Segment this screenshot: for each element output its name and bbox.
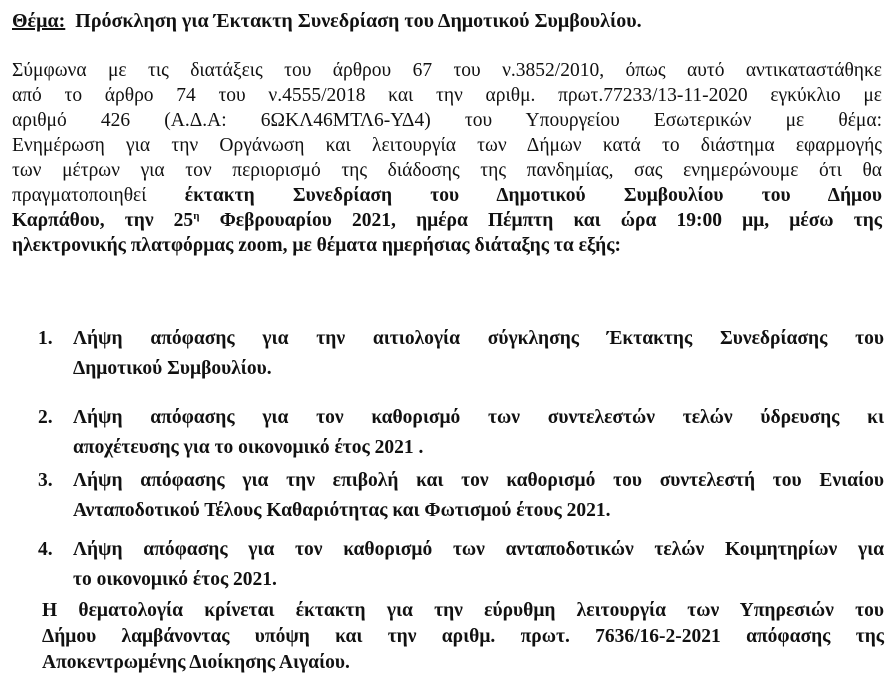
intro-line: των μέτρων για τον περιορισμό της διάδοσης της πανδημίας, σας ενημερώνουμε ότι θα — [12, 160, 882, 181]
intro-line: αριθμό 426 (Α.Δ.Α: 6ΩΚΛ46ΜΤΛ6-ΥΔ4) του Υπουργείου Εσωτερικών με θέμα: — [12, 110, 882, 131]
meeting-date-part: Καρπάθου, την 25 — [12, 210, 194, 231]
subject-heading — [12, 10, 642, 33]
closing-line: Η θεματολογία κρίνεται έκτακτη για την εύρυθμη λειτουργία των Υπηρεσιών του — [42, 600, 884, 621]
agenda-item — [38, 466, 884, 526]
ordinal-suffix: η — [193, 210, 200, 222]
agenda-item-line: Λήψη απόφασης για τον καθορισμό των συντελεστών τελών ύδρευσης κι — [73, 407, 884, 428]
agenda-item-line: Λήψη απόφασης για την επιβολή και τον καθορισμό του συντελεστή του Ενιαίου — [73, 470, 884, 491]
intro-line — [12, 233, 882, 258]
agenda-item — [38, 403, 884, 463]
intro-line: Σύμφωνα με τις διατάξεις του άρθρου 67 του ν.3852/2010, όπως αυτό αντικαταστάθηκε — [12, 60, 882, 81]
agenda-item-line: Λήψη απόφασης για την αιτιολογία σύγκλησης Έκτακτης Συνεδρίασης του — [73, 328, 884, 349]
subject-label: Θέμα: — [12, 10, 66, 32]
agenda-item-number: 1. — [38, 328, 53, 349]
intro-line — [12, 183, 882, 208]
agenda-item-line: Λήψη απόφασης για τον καθορισμό των ανταποδοτικών τελών Κοιμητηρίων για — [73, 539, 884, 560]
agenda-item-line: το οικονομικό έτος 2021. — [73, 569, 277, 590]
agenda-item-number: 2. — [38, 407, 53, 428]
intro-paragraph — [12, 58, 882, 258]
intro-text: πραγματοποιηθεί — [12, 185, 185, 206]
intro-line: από το άρθρο 74 του ν.4555/2018 και την αριθμ. πρωτ.77233/13-11-2020 εγκύκλιο με — [12, 85, 882, 106]
agenda-item-line: Δημοτικού Συμβουλίου. — [73, 358, 272, 379]
meeting-time: Φεβρουαρίου 2021, ημέρα Πέμπτη και ώρα 19:00 μμ, μέσω της — [199, 210, 882, 231]
meeting-platform: ηλεκτρονικής πλατφόρμας zoom, με θέματα ημερήσιας διάταξης τα εξής: — [12, 235, 621, 256]
agenda-item-number: 3. — [38, 470, 53, 491]
closing-line: Αποκεντρωμένης Διοίκησης Αιγαίου. — [42, 652, 350, 673]
agenda-item-line: Ανταποδοτικού Τέλους Καθαριότητας και Φωτισμού έτους 2021. — [73, 500, 611, 521]
subject-text: Πρόσκληση για Έκτακτη Συνεδρίαση του Δημοτικού Συμβουλίου. — [75, 10, 642, 32]
closing-paragraph — [42, 598, 884, 676]
agenda-item — [38, 324, 884, 384]
agenda-item — [38, 535, 884, 595]
agenda-item-line: αποχέτευσης για το οικονομικό έτος 2021 . — [73, 437, 424, 458]
intro-line: Ενημέρωση για την Οργάνωση και λειτουργία των Δήμων κατά το διάστημα εφαρμογής — [12, 135, 882, 156]
closing-line: Δήμου λαμβάνοντας υπόψη και την αριθμ. πρωτ. 7636/16-2-2021 απόφασης της — [42, 626, 884, 647]
meeting-title: έκτακτη Συνεδρίαση του Δημοτικού Συμβουλίου του Δήμου — [184, 185, 882, 206]
agenda-item-number: 4. — [38, 539, 53, 560]
meeting-date — [12, 210, 882, 231]
intro-line — [12, 208, 882, 233]
